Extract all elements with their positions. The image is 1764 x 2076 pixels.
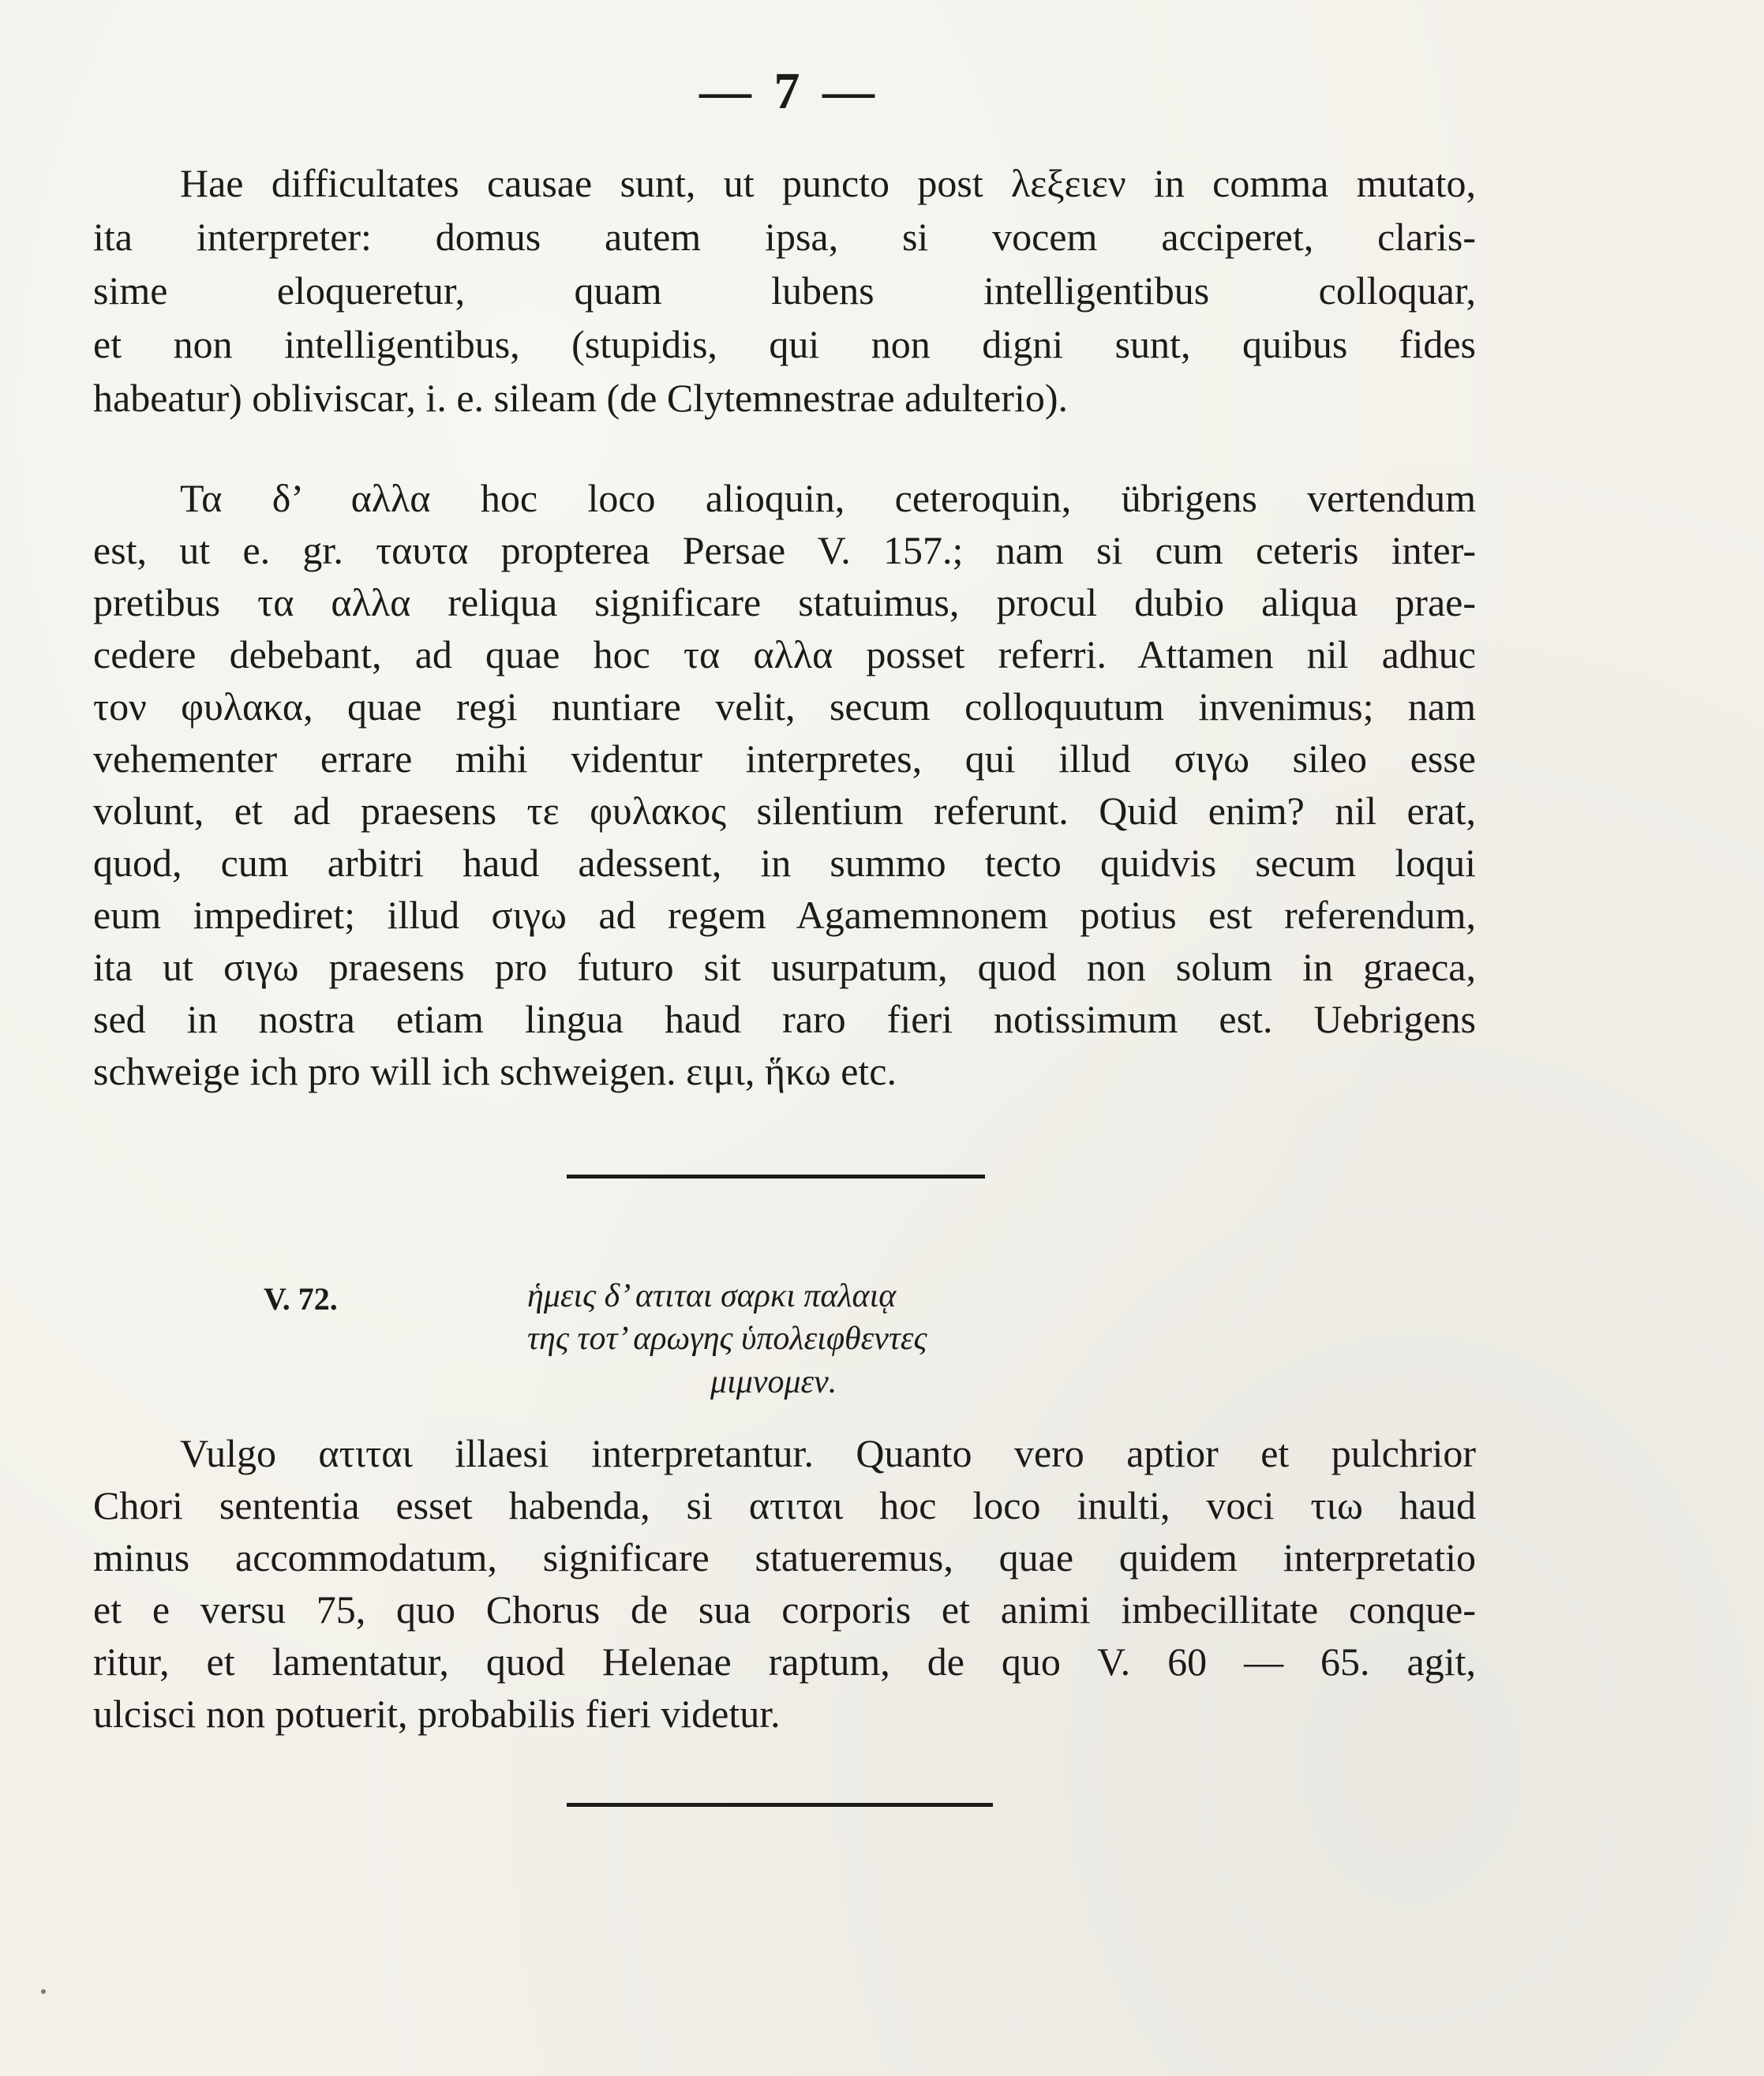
- text-line: ita interpreter: domus autem ipsa, si vocem acciperet, claris-: [93, 215, 1476, 259]
- paragraph-difficultates: [93, 156, 1476, 425]
- text-line: schweige ich pro will ich schweigen. ειμι, ἥκω etc.: [93, 1049, 897, 1093]
- text-line: quod, cum arbitri haud adessent, in summo tecto quidvis secum loqui: [93, 841, 1476, 885]
- text-line: eum impediret; illud σιγω ad regem Agamemnonem potius est referendum,: [93, 893, 1476, 937]
- verse-line: της τοτ’ αρωγης ὑπολειφθεντες: [527, 1321, 927, 1357]
- text-line: volunt, et ad praesens τε φυλακος silentium referunt. Quid enim? nil erat,: [93, 789, 1476, 833]
- text-line: sed in nostra etiam lingua haud raro fieri notissimum est. Uebrigens: [93, 997, 1476, 1041]
- text-line: et e versu 75, quo Chorus de sua corporis et animi imbecillitate conque-: [93, 1587, 1476, 1632]
- text-line: ita ut σιγω praesens pro futuro sit usurpatum, quod non solum in graeca,: [93, 945, 1476, 989]
- verse-reference: V. 72.: [264, 1281, 338, 1317]
- text-line: ulcisci non potuerit, probabilis fieri videtur.: [93, 1692, 781, 1736]
- text-line: τον φυλακα, quae regi nuntiare velit, secum colloquutum invenimus; nam: [93, 684, 1476, 729]
- verse-line: ἡμεις δ’ ατιται σαρκι παλαιᾳ: [527, 1278, 897, 1314]
- text-line: cedere debebant, ad quae hoc τα αλλα posset referri. Attamen nil adhuc: [93, 632, 1476, 676]
- text-line: sime eloqueretur, quam lubens intelligentibus colloquar,: [93, 268, 1476, 313]
- paper-speck: [41, 1989, 46, 1994]
- verse-line: μιμνομεν.: [710, 1364, 837, 1400]
- text-line: ritur, et lamentatur, quod Helenae raptum, de quo V. 60 — 65. agit,: [93, 1639, 1476, 1684]
- text-line: minus accommodatum, significare statueremus, quae quidem interpretatio: [93, 1535, 1476, 1579]
- paragraph-ta-alla: [93, 472, 1476, 1097]
- text-line: vehementer errare mihi videntur interpretes, qui illud σιγω sileo esse: [93, 736, 1476, 781]
- text-line: Chori sententia esset habenda, si ατιται hoc loco inulti, voci τιω haud: [93, 1483, 1476, 1527]
- section-divider: [567, 1803, 993, 1807]
- text-line: habeatur) obliviscar, i. e. sileam (de Clytemnestrae adulterio).: [93, 376, 1069, 420]
- text-line: Τα δ’ αλλα hoc loco alioquin, ceteroquin, übrigens vertendum: [180, 476, 1476, 520]
- text-line: et non intelligentibus, (stupidis, qui non digni sunt, quibus fides: [93, 322, 1476, 366]
- paragraph-vulgo: [93, 1427, 1476, 1740]
- text-line: est, ut e. gr. ταυτα propterea Persae V. 157.; nam si cum ceteris inter-: [93, 528, 1476, 572]
- text-line: pretibus τα αλλα reliqua significare statuimus, procul dubio aliqua prae-: [93, 580, 1476, 624]
- text-line: Vulgo ατιται illaesi interpretantur. Quanto vero aptior et pulchrior: [180, 1431, 1476, 1475]
- page-number: — 7 —: [699, 62, 879, 120]
- section-divider: [567, 1175, 985, 1179]
- text-line: Hae difficultates causae sunt, ut puncto post λεξειεν in comma mutato,: [180, 161, 1476, 205]
